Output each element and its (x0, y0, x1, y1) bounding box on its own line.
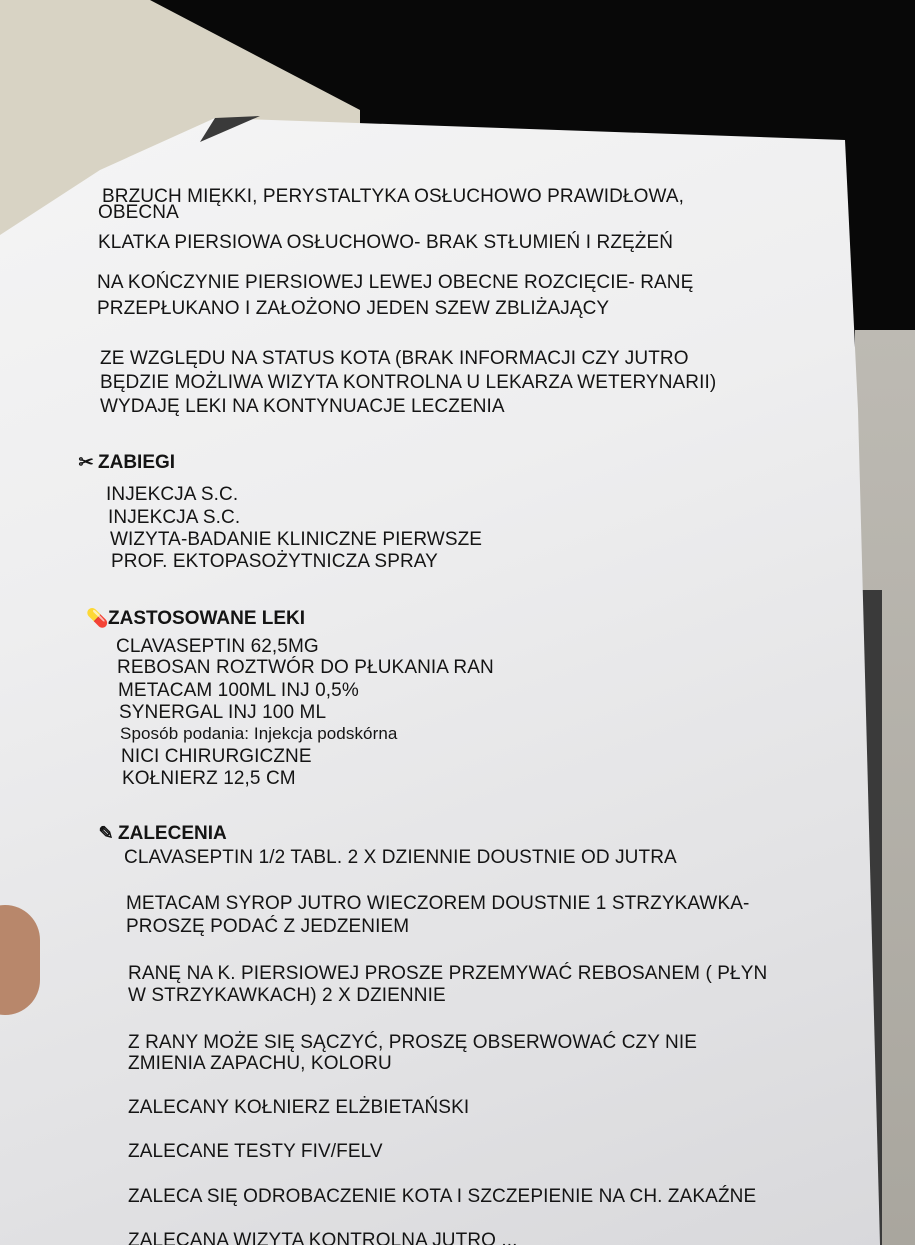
list-item: CLAVASEPTIN 1/2 TABL. 2 X DZIENNIE DOUSTNIE OD JUTRA (124, 847, 677, 868)
list-item: REBOSAN ROZTWÓR DO PŁUKANIA RAN (117, 657, 494, 678)
scissors-icon: ✂ (78, 452, 94, 472)
edit-note-icon: ✎ (98, 823, 114, 843)
list-item: INJEKCJA S.C. (108, 507, 241, 528)
list-item: PROSZĘ PODAĆ Z JEDZENIEM (126, 916, 410, 937)
intro-line: NA KOŃCZYNIE PIERSIOWEJ LEWEJ OBECNE ROZCIĘCIE- RANĘ (97, 272, 694, 293)
list-item: RANĘ NA K. PIERSIOWEJ PROSZE PRZEMYWAĆ REBOSANEM ( PŁYN (128, 963, 768, 984)
intro-line: BRZUCH MIĘKKI, PERYSTALTYKA OSŁUCHOWO PRAWIDŁOWA, (102, 186, 685, 207)
list-item: Z RANY MOŻE SIĘ SĄCZYĆ, PROSZĘ OBSERWOWAĆ CZY NIE (128, 1032, 697, 1053)
intro-line: PRZEPŁUKANO I ZAŁOŻONO JEDEN SZEW ZBLIŻAJĄCY (97, 298, 610, 319)
list-item: INJEKCJA S.C. (106, 484, 239, 505)
pill-icon: 💊 (86, 608, 109, 628)
intro-line: KLATKA PIERSIOWA OSŁUCHOWO- BRAK STŁUMIEŃ I RZĘŻEŃ (98, 232, 674, 253)
list-item: ZALECA SIĘ ODROBACZENIE KOTA I SZCZEPIENIE NA CH. ZAKAŹNE (128, 1186, 757, 1207)
intro-line: BĘDZIE MOŻLIWA WIZYTA KONTROLNA U LEKARZA WETERYNARII) (100, 372, 717, 393)
list-item: METACAM 100ML INJ 0,5% (118, 680, 359, 701)
list-item: NICI CHIRURGICZNE (121, 746, 312, 767)
intro-line: ZE WZGLĘDU NA STATUS KOTA (BRAK INFORMACJI CZY JUTRO (100, 348, 689, 369)
list-item: ZMIENIA ZAPACHU, KOLORU (128, 1053, 392, 1074)
section-title: ZASTOSOWANE LEKI (108, 608, 306, 629)
list-item: Sposób podania: Injekcja podskórna (120, 724, 398, 743)
list-item: W STRZYKAWKACH) 2 X DZIENNIE (128, 985, 446, 1006)
list-item: ZALECANY KOŁNIERZ ELŻBIETAŃSKI (128, 1097, 470, 1118)
intro-line: WYDAJĘ LEKI NA KONTYNUACJE LECZENIA (100, 396, 505, 417)
list-item: WIZYTA-BADANIE KLINICZNE PIERWSZE (110, 529, 483, 550)
list-item: PROF. EKTOPASOŻYTNICZA SPRAY (111, 551, 438, 572)
list-item: CLAVASEPTIN 62,5MG (116, 636, 319, 657)
list-item: KOŁNIERZ 12,5 CM (122, 768, 296, 789)
section-title: ZABIEGI (98, 452, 176, 473)
section-heading-zabiegi (76, 451, 175, 474)
section-heading-leki (86, 607, 305, 630)
section-title: ZALECENIA (118, 823, 227, 844)
list-item: ZALECANE TESTY FIV/FELV (128, 1141, 383, 1162)
section-heading-zalecenia (96, 822, 227, 845)
list-item: ZALECANA WIZYTA KONTROLNA JUTRO ... (128, 1230, 518, 1245)
list-item: SYNERGAL INJ 100 ML (119, 702, 327, 723)
list-item: METACAM SYROP JUTRO WIECZOREM DOUSTNIE 1 STRZYKAWKA- (126, 893, 750, 914)
intro-line: OBECNA (98, 202, 179, 223)
